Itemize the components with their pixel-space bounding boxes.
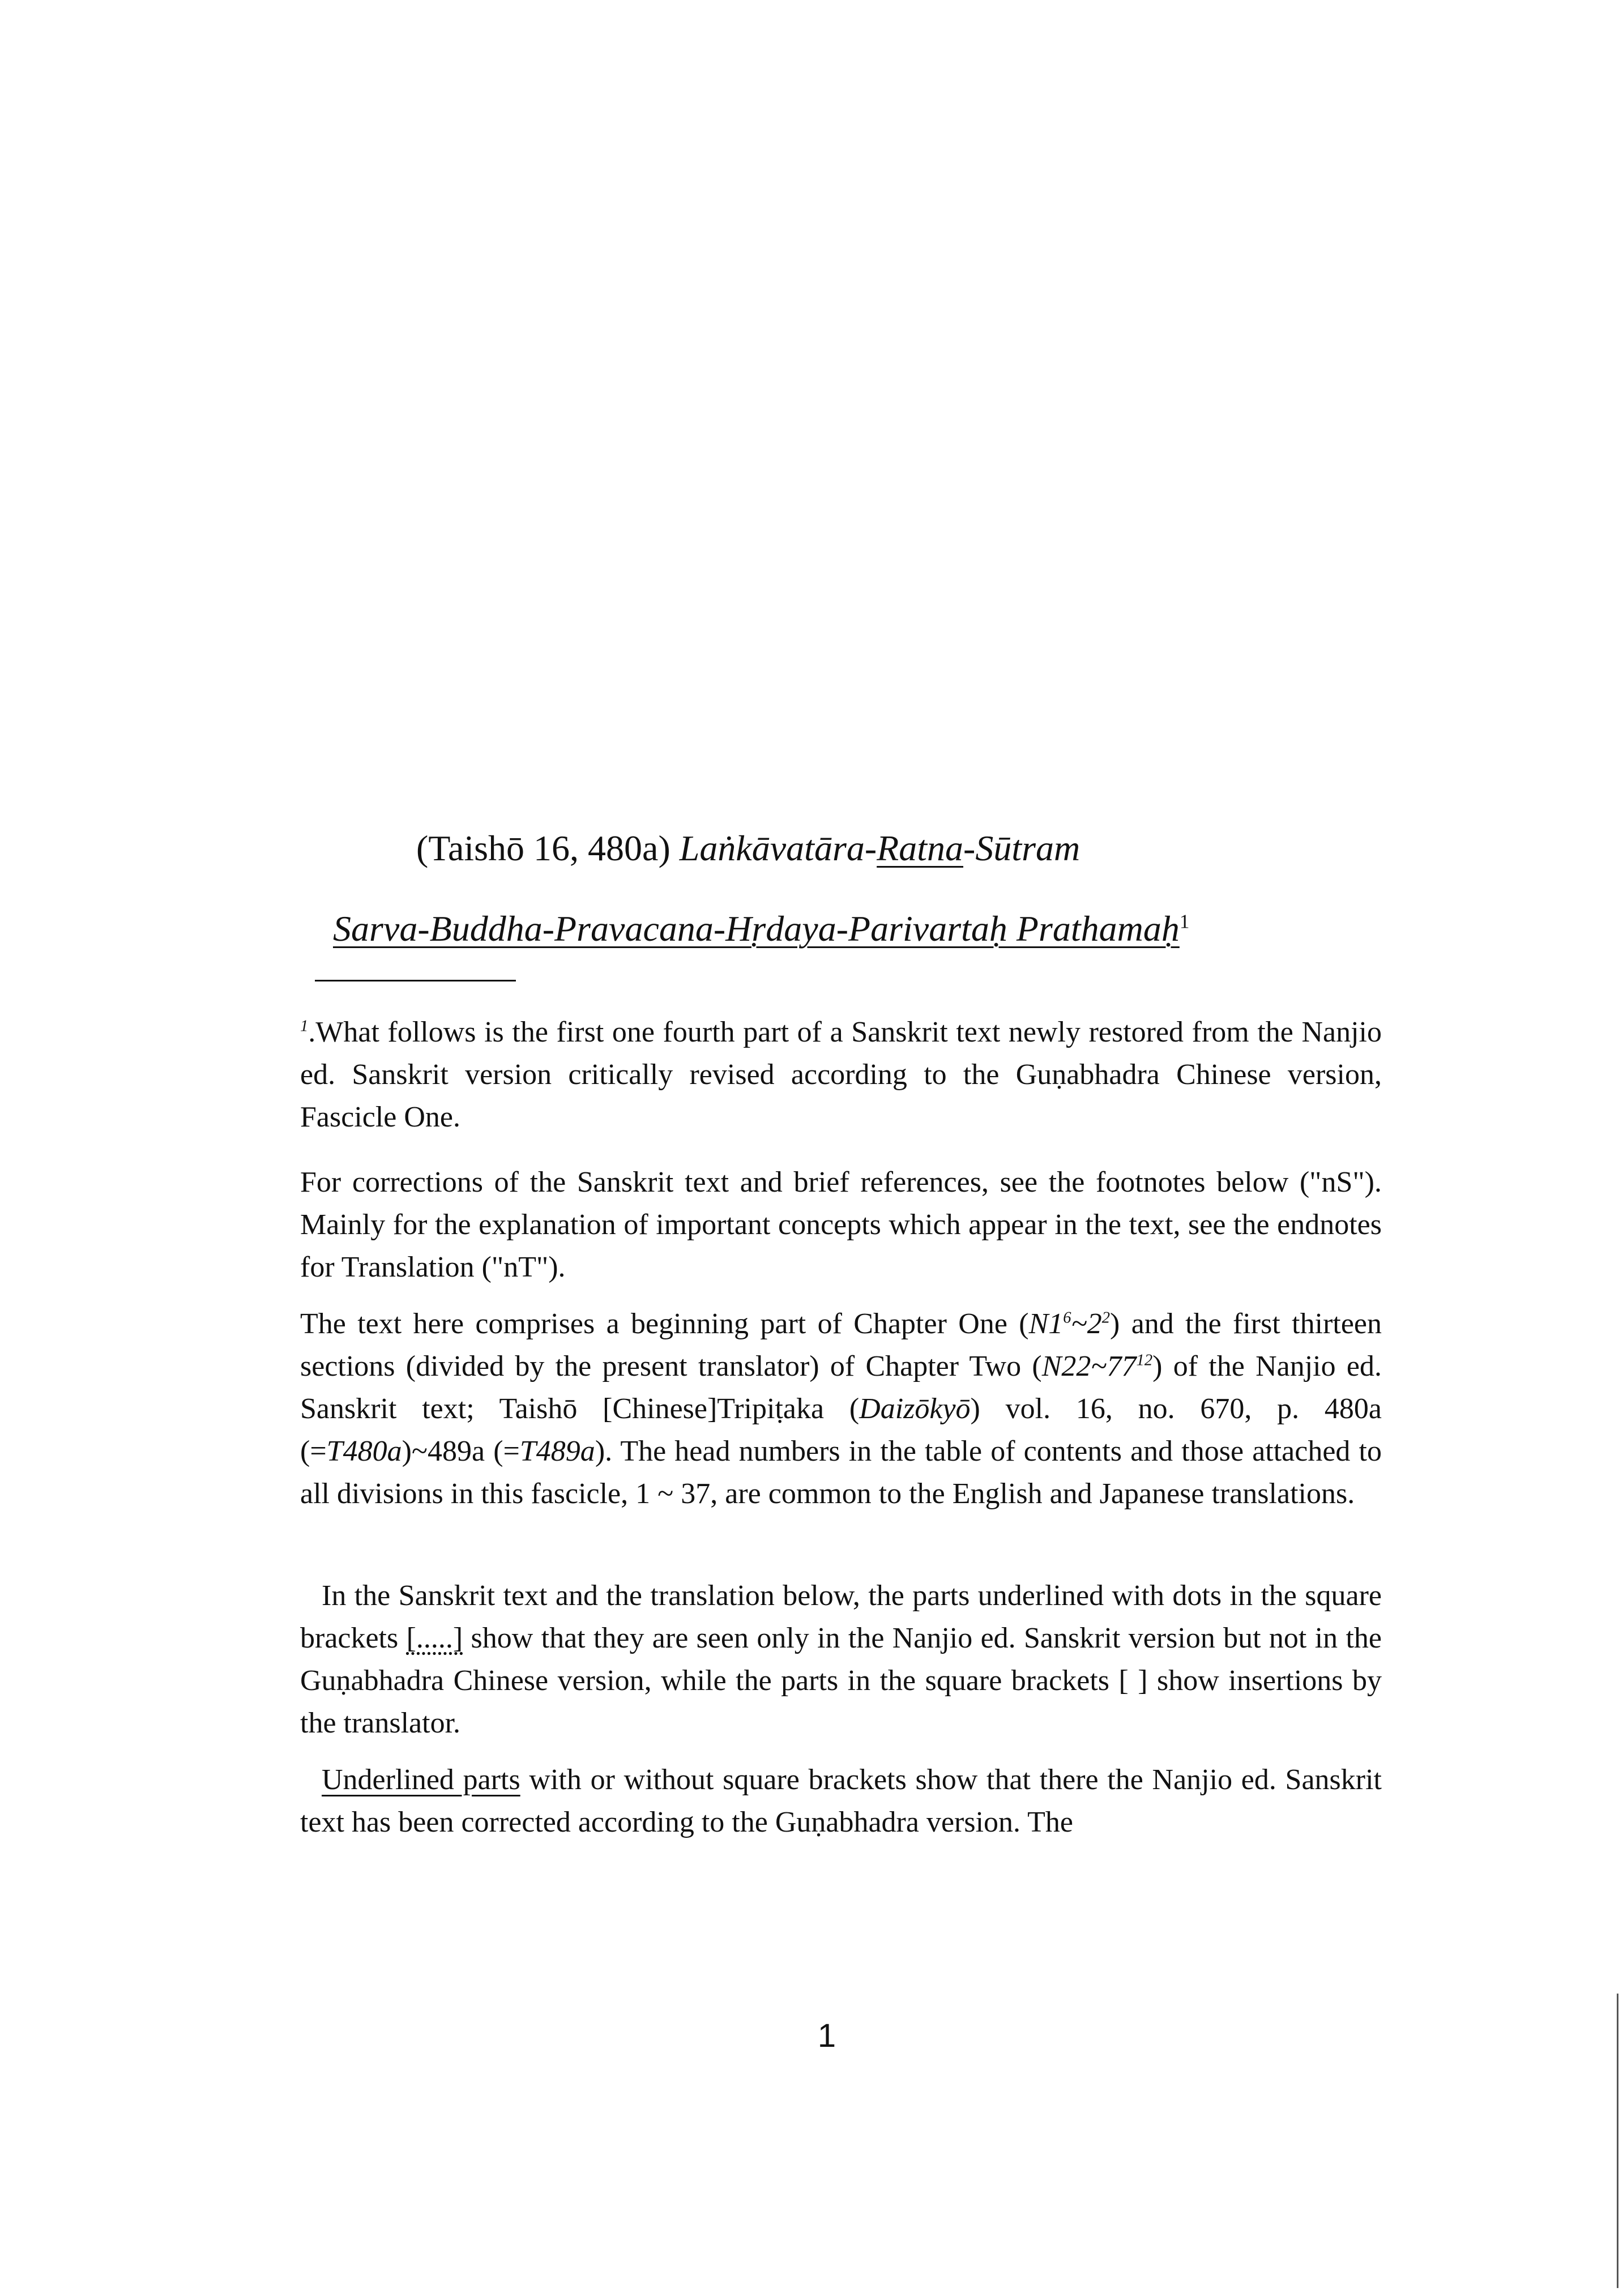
- notation-paragraph: [300, 1574, 1382, 1744]
- footnote-mark: 1: [300, 1017, 309, 1035]
- scope-text-1: The text here comprises a beginning part of Chapter One (: [300, 1308, 1029, 1340]
- ref-n1-mid: ~2: [1071, 1308, 1102, 1340]
- ref-t489a: T489a: [519, 1435, 595, 1467]
- title-footnote-mark: 1: [1179, 910, 1190, 933]
- scope-text-5: )~489a (=: [402, 1435, 520, 1467]
- title-ratna: Ratna: [877, 828, 964, 868]
- scope-paragraph: [300, 1303, 1382, 1515]
- ref-n1-sup: 6: [1063, 1309, 1071, 1327]
- scope-text-2: ) and the first thirteen sections (divided by the present translator) of Chapter Two (: [300, 1308, 1382, 1382]
- footnote-rule: [315, 980, 516, 981]
- ref-n22-sup: 12: [1136, 1351, 1153, 1369]
- ref-n1-label: N1: [1028, 1308, 1064, 1340]
- corrections-text: For corrections of the Sanskrit text and brief references, see the footnotes below ("nS"). Mainly for the explanation of important concepts which appear in the text, see the endnotes for Translation ("nT").: [300, 1166, 1382, 1283]
- title-line-2: [333, 906, 1189, 951]
- underline-paragraph: [300, 1759, 1382, 1843]
- notation-text-2: show that they are seen only in the Nanjio ed. Sanskrit version but not in the Guṇabhadra Chinese version, while the parts in the square brackets [ ] show insertions by the translator.: [300, 1622, 1382, 1739]
- underline-text: with or without square brackets show that there the Nanjio ed. Sanskrit text has been corrected according to the Guṇabhadra version. The: [300, 1764, 1382, 1838]
- corrections-paragraph: [300, 1161, 1382, 1288]
- notation-text-1: In the Sanskrit text and the translation below, the parts underlined with dots in the square brackets: [300, 1580, 1382, 1654]
- dotted-bracket-sample: [.....]: [406, 1622, 463, 1654]
- scope-text-4: ) vol. 16, no. 670, p. 480a (=: [300, 1393, 1382, 1467]
- ref-n1: [1029, 1308, 1110, 1340]
- ref-n22: [1042, 1350, 1152, 1382]
- title-taisho-ref: (Taishō 16, 480a): [416, 828, 680, 868]
- ref-n1-sup2: 2: [1101, 1309, 1111, 1327]
- title-sutram: -Sūtram: [963, 828, 1080, 868]
- footnote-paragraph: [300, 1011, 1382, 1138]
- chapter-title: Sarva-Buddha-Pravacana-Hṛdaya-Parivartaḥ Prathamaḥ: [333, 908, 1180, 949]
- scope-text-3: ) of the Nanjio ed. Sanskrit text; Taishō [Chinese]Tripiṭaka (: [300, 1350, 1382, 1425]
- underlined-sample: Underlined parts: [322, 1764, 520, 1796]
- ref-n22-label: N22~77: [1041, 1350, 1137, 1382]
- daizokyo-title: Daizōkyō: [859, 1393, 971, 1425]
- title-lanka: Laṅkāvatāra-: [679, 828, 877, 868]
- page-number: 1: [817, 2017, 836, 2054]
- scan-edge-mark: [1617, 1994, 1618, 2288]
- ref-t480a: T480a: [326, 1435, 402, 1467]
- title-line-1: [416, 826, 1080, 871]
- footnote-text: .What follows is the first one fourth part of a Sanskrit text newly restored from the Nanjio ed. Sanskrit version critically revised according to the Guṇabhadra Chinese version, Fascicle One.: [300, 1016, 1382, 1133]
- scope-text-6: ). The head numbers in the table of contents and those attached to all divisions in this fascicle, 1 ~ 37, are common to the English and Japanese translations.: [300, 1435, 1382, 1510]
